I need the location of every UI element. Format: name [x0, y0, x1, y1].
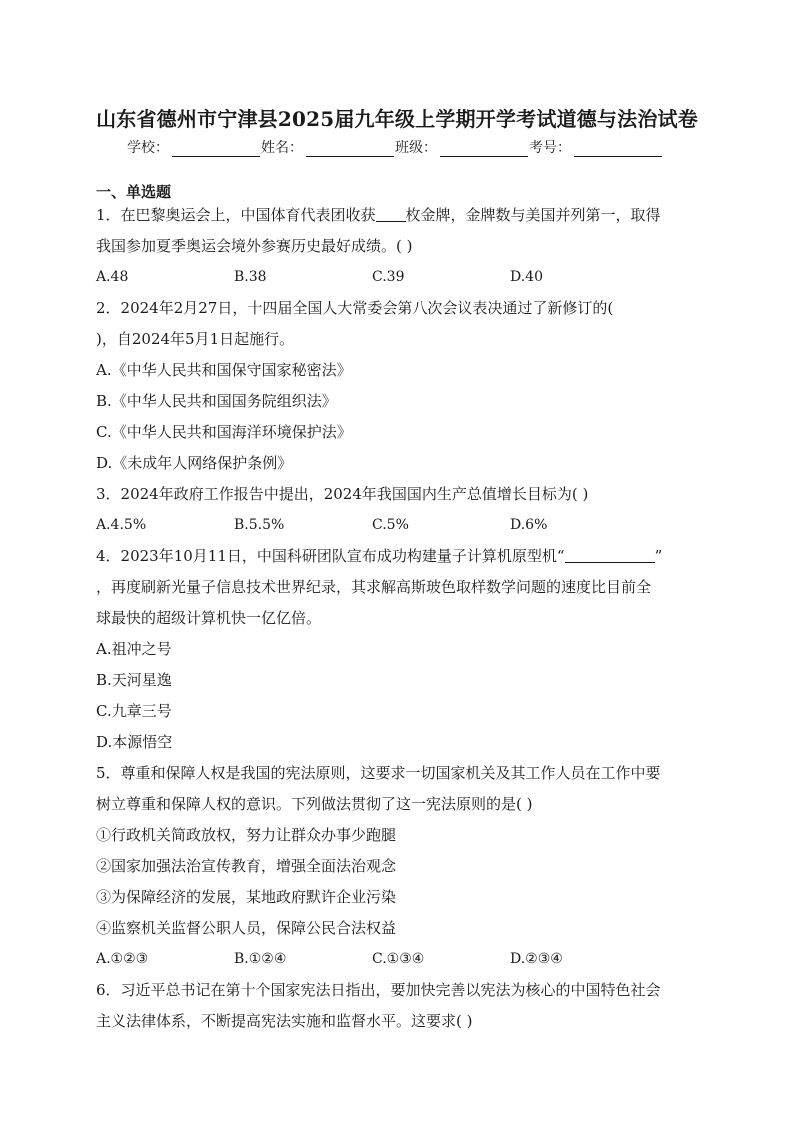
q5-option-a: A.①②③ [96, 951, 149, 967]
q4-option-a: A.祖冲之号 [96, 640, 172, 658]
school-label: 学校： [127, 140, 169, 156]
q6-line-2: 主义法律体系，不断提高宪法实施和监督水平。这要求( ) [96, 1012, 473, 1030]
q1-option-b: B.38 [234, 269, 267, 285]
q4-text-a: 4．2023年10月11日，中国科研团队宣布成功构建量子计算机原型机“ [96, 547, 565, 565]
q4-text-b: ” [654, 547, 663, 565]
q6-line-1: 6．习近平总书记在第十个国家宪法日指出，要加快完善以宪法为核心的中国特色社会 [96, 981, 661, 999]
q2-option-c: C.《中华人民共和国海洋环境保护法》 [96, 423, 352, 441]
q3-line-1: 3．2024年政府工作报告中提出，2024年我国国内生产总值增长目标为( ) [96, 485, 589, 503]
school-field [127, 137, 261, 157]
q4-option-b: B.天河星逸 [96, 671, 172, 689]
q1-option-a: A.48 [96, 269, 129, 285]
q4-option-c: C.九章三号 [96, 702, 172, 720]
q3-option-a: A.4.5% [96, 517, 147, 533]
q5-line-1: 5．尊重和保障人权是我国的宪法原则，这要求一切国家机关及其工作人员在工作中要 [96, 764, 661, 782]
q1-line-2: 我国参加夏季奥运会境外参赛历史最好成绩。( ) [96, 237, 413, 255]
name-blank [306, 142, 394, 157]
page-title: 山东省德州市宁津县2025届九年级上学期开学考试道德与法治试卷 [96, 107, 698, 131]
q5-line-2: 树立尊重和保障人权的意识。下列做法贯彻了这一宪法原则的是( ) [96, 795, 533, 813]
q1-line-1 [96, 203, 700, 234]
number-label: 考号： [529, 140, 571, 156]
q2-option-a: A.《中华人民共和国保守国家秘密法》 [96, 361, 352, 379]
q2-line-2: )，自2024年5月1日起施行。 [96, 330, 295, 348]
q5-statement-4: ④监察机关监督公职人员，保障公民合法权益 [96, 919, 397, 937]
q4-line-2: ，再度刷新光量子信息技术世界纪录，其求解高斯玻色取样数学问题的速度比目前全 [96, 578, 652, 596]
q1-option-d: D.40 [510, 269, 543, 285]
q5-option-c: C.①③④ [372, 951, 425, 967]
q1-text-a: 1．在巴黎奥运会上，中国体育代表团收获 [96, 206, 376, 224]
q1-option-c: C.39 [372, 269, 405, 285]
q1-options [96, 265, 700, 296]
number-blank [574, 142, 662, 157]
school-blank [172, 142, 260, 157]
q3-option-d: D.6% [510, 517, 548, 533]
q3-options [96, 513, 700, 544]
q5-statement-2: ②国家加强法治宣传教育，增强全面法治观念 [96, 857, 397, 875]
name-field [261, 137, 395, 157]
q4-line-1 [96, 544, 700, 575]
q5-statement-1: ①行政机关简政放权，努力让群众办事少跑腿 [96, 826, 397, 844]
section-heading: 一、单选题 [96, 183, 172, 201]
class-blank [440, 142, 528, 157]
q5-options [96, 947, 700, 978]
question-list [96, 203, 700, 1040]
student-info-row [127, 137, 663, 157]
name-label: 姓名： [261, 140, 303, 156]
class-label: 班级： [395, 140, 437, 156]
q2-option-d: D.《未成年人网络保护条例》 [96, 454, 293, 472]
q2-option-b: B.《中华人民共和国国务院组织法》 [96, 392, 337, 410]
q4-answer-blank [565, 546, 655, 563]
q5-option-d: D.②③④ [510, 951, 563, 967]
q1-answer-blank [376, 205, 406, 222]
q3-option-c: C.5% [372, 517, 409, 533]
number-field [529, 137, 663, 157]
q5-statement-3: ③为保障经济的发展，某地政府默许企业污染 [96, 888, 397, 906]
q1-text-b: 枚金牌，金牌数与美国并列第一，取得 [405, 206, 661, 224]
q5-option-b: B.①②④ [234, 951, 287, 967]
q3-option-b: B.5.5% [234, 517, 285, 533]
q4-line-3: 球最快的超级计算机快一亿亿倍。 [96, 609, 322, 627]
class-field [395, 137, 529, 157]
q4-option-d: D.本源悟空 [96, 733, 173, 751]
q2-line-1: 2．2024年2月27日，十四届全国人大常委会第八次会议表决通过了新修订的( [96, 299, 614, 317]
